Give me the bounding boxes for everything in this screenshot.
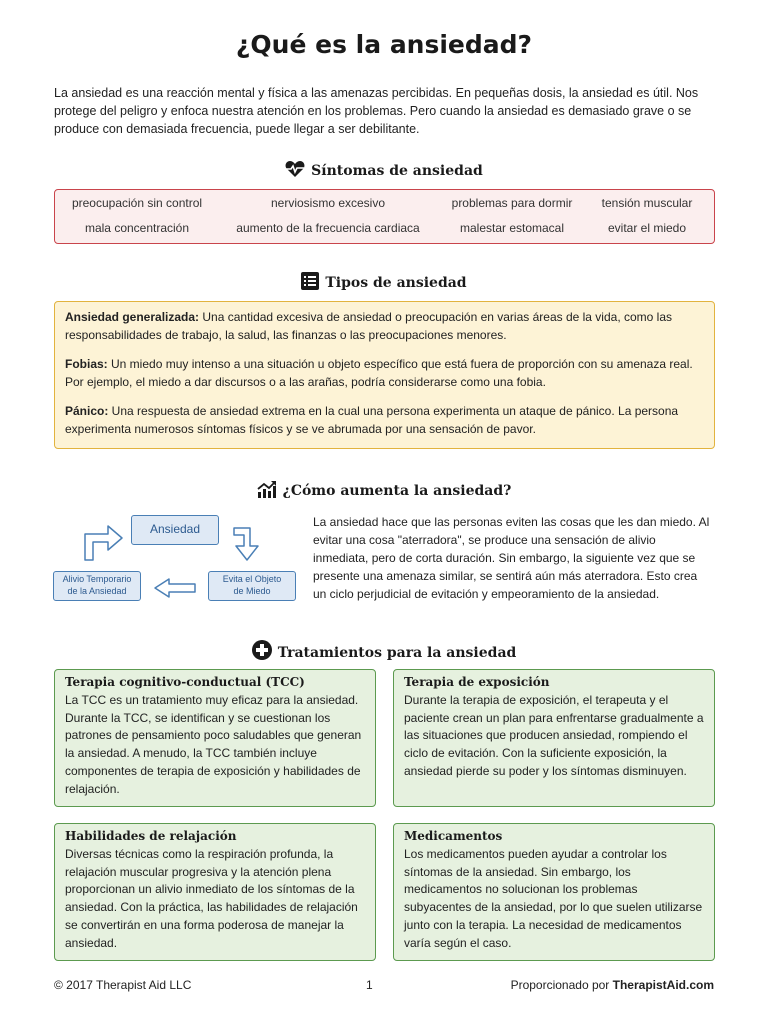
relief-box xyxy=(53,571,141,601)
page-title: ¿Qué es la ansiedad? xyxy=(235,30,533,59)
footer-site-link[interactable]: TherapistAid.com xyxy=(612,978,714,992)
list-icon xyxy=(301,272,319,294)
footer-page-number: 1 xyxy=(366,978,373,992)
avoid-box-line: Evita el Objeto xyxy=(222,574,282,584)
footer-provided-by xyxy=(511,978,714,992)
symptoms-box xyxy=(54,189,715,244)
treatment-title: Habilidades de relajación xyxy=(65,829,237,843)
type-term: Fobias: xyxy=(65,357,108,371)
treatment-title: Medicamentos xyxy=(404,829,503,843)
cycle-heading xyxy=(0,480,768,502)
chart-trend-icon xyxy=(257,480,277,502)
type-term: Pánico: xyxy=(65,404,109,418)
types-heading-text: Tipos de ansiedad xyxy=(325,275,467,291)
symptoms-heading-text: Síntomas de ansiedad xyxy=(311,163,483,179)
symptom-item: preocupación sin control xyxy=(71,196,203,210)
treatment-body: Durante la terapia de exposición, el terapeuta y el paciente crean un plan para enfrentarse gradualmente a las situaciones que producen ansiedad, rompiendo el ciclo de evitación. Con la suficiente exposición, la ansiedad pierde su poder y los síntomas disminuyen. xyxy=(404,693,704,778)
arrow-left-icon xyxy=(153,577,197,599)
treatment-body: La TCC es un tratamiento muy eficaz para la ansiedad. Durante la TCC, se identifican y se cuestionan los patrones de pensamiento poco saludables que generan la ansiedad. A menudo, la TCC también incluye componentes de terapia de exposición y habilidades de relajación. xyxy=(65,693,362,796)
type-item xyxy=(65,355,704,391)
treatment-title: Terapia de exposición xyxy=(404,675,550,689)
symptom-item: nerviosismo excesivo xyxy=(270,196,386,210)
cycle-paragraph: La ansiedad hace que las personas eviten las cosas que les dan miedo. Al evitar una cosa "aterradora", se produce una sensación de alivio inmediata, pero de corta duración. Sin embargo, la siguiente vez que se presente una amenaza similar, se sentirá aún más aterradora. Esto crea un ciclo perjudicial de evitación y empeoramiento de la ansiedad. xyxy=(313,515,710,601)
treatment-title: Terapia cognitivo-conductual (TCC) xyxy=(65,675,305,689)
plus-circle-icon xyxy=(252,640,272,664)
symptom-item: aumento de la frecuencia cardiaca xyxy=(236,221,420,235)
anxiety-box: Ansiedad xyxy=(131,515,219,545)
type-item xyxy=(65,308,704,344)
avoid-box xyxy=(208,571,296,601)
symptom-item: tensión muscular xyxy=(601,196,693,210)
type-text: Una cantidad excesiva de ansiedad o preocupación en varias áreas de la vida, como las responsabilidades de trabajo, la salud, las finanzas o las preocupaciones menores. xyxy=(65,310,673,342)
type-text: Un miedo muy intenso a una situación u objeto específico que está fuera de proporción con su amenaza real. Por ejemplo, el miedo a dar discursos o a las arañas, podría considerarse como una fobia. xyxy=(65,357,693,389)
symptom-item: evitar el miedo xyxy=(607,221,687,235)
treatments-heading xyxy=(0,640,768,664)
avoid-box-line: de Miedo xyxy=(233,586,271,596)
symptom-item: mala concentración xyxy=(84,221,190,235)
symptoms-heading xyxy=(0,160,768,182)
footer-provided-text: Proporcionado por xyxy=(510,978,613,992)
intro-paragraph: La ansiedad es una reacción mental y física a las amenazas percibidas. En pequeñas dosis, la ansiedad es útil. Nos protege del peligro y enfoca nuestra atención en los problemas. Pero cuando la ansiedad es demasiado grave o se produce con demasiada frecuencia, puede llegar a ser debilitante. xyxy=(54,86,699,136)
types-heading xyxy=(0,272,768,294)
treatment-body: Los medicamentos pueden ayudar a controlar los síntomas de la ansiedad. Sin embargo, los medicamentos no solucionan los problemas subyacentes de la ansiedad, por lo que suelen utilizarse junto con la terapia. La necesidad de medicamentos varía según el caso. xyxy=(404,847,703,950)
symptom-item: malestar estomacal xyxy=(459,221,565,235)
cycle-heading-text: ¿Cómo aumenta la ansiedad? xyxy=(282,483,512,499)
relief-box-line: Alivio Temporario xyxy=(62,574,132,584)
type-term: Ansiedad generalizada: xyxy=(65,310,200,324)
type-text: Una respuesta de ansiedad extrema en la cual una persona experimenta un ataque de pánico. La persona experimenta numerosos síntomas físicos y se ve abrumada por una sensación de pavor. xyxy=(65,404,679,436)
treatment-card xyxy=(54,823,376,961)
type-item xyxy=(65,402,704,438)
footer-copyright: © 2017 Therapist Aid LLC xyxy=(54,978,192,992)
relief-box-line: de la Ansiedad xyxy=(67,586,127,596)
heart-pulse-icon xyxy=(285,160,305,182)
treatment-card xyxy=(54,669,376,807)
symptom-item: problemas para dormir xyxy=(451,196,573,210)
arrow-up-right-icon xyxy=(80,520,125,562)
treatment-card xyxy=(393,669,715,807)
treatments-heading-text: Tratamientos para la ansiedad xyxy=(277,645,517,661)
treatment-card xyxy=(393,823,715,961)
treatment-body: Diversas técnicas como la respiración profunda, la relajación muscular progresiva y la atención plena proporcionan un alivio inmediato de los síntomas de la ansiedad. Con la práctica, las habilidades de relajación se convertirán en una forma poderosa de manejar la ansiedad. xyxy=(65,847,358,950)
types-box xyxy=(54,301,715,449)
arrow-right-down-icon xyxy=(232,526,266,562)
